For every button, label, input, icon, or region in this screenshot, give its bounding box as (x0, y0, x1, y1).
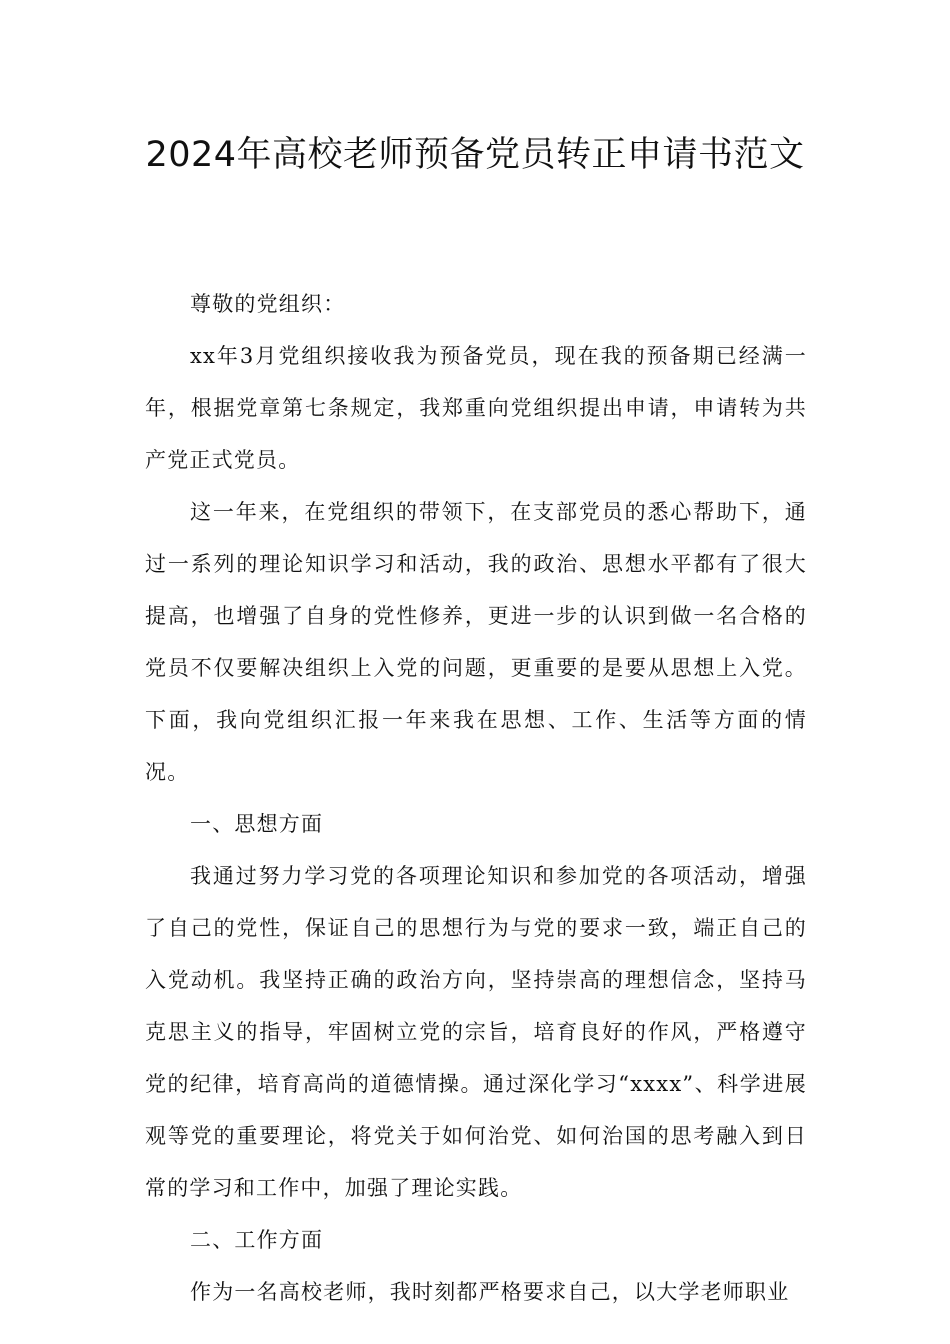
paragraph-thought: 我通过努力学习党的各项理论知识和参加党的各项活动，增强了自己的党性，保证自己的思想行为与党的要求一致，端正自己的入党动机。我坚持正确的政治方向，坚持崇高的理想信念，坚持马克思主义的指导，牢固树立党的宗旨，培育良好的作风，严格遵守党的纪律，培育高尚的道德情操。通过深化学习“xxxx”、科学进展观等党的重要理论，将党关于如何治党、如何治国的思考融入到日常的学习和工作中，加强了理论实践。 (145, 864, 807, 1200)
section-heading-work: 二、工作方面 (190, 1228, 324, 1252)
document-title: 2024年高校老师预备党员转正申请书范文 (145, 135, 805, 175)
paragraph-work: 作为一名高校老师，我时刻都严格要求自己，以大学老师职业 (190, 1280, 790, 1304)
section-heading-thought: 一、思想方面 (190, 812, 324, 836)
paragraph-overview: 这一年来，在党组织的带领下，在支部党员的悉心帮助下，通过一系列的理论知识学习和活动，我的政治、思想水平都有了很大提高，也增强了自身的党性修养，更进一步的认识到做一名合格的党员不仅要解决组织上入党的问题，更重要的是要从思想上入党。下面，我向党组织汇报一年来我在思想、工作、生活等方面的情况。 (145, 500, 807, 784)
salutation: 尊敬的党组织： (190, 292, 346, 316)
paragraph-application: xx年3月党组织接收我为预备党员，现在我的预备期已经满一年，根据党章第七条规定，我郑重向党组织提出申请，申请转为共产党正式党员。 (145, 344, 807, 472)
document-body (145, 278, 807, 1318)
